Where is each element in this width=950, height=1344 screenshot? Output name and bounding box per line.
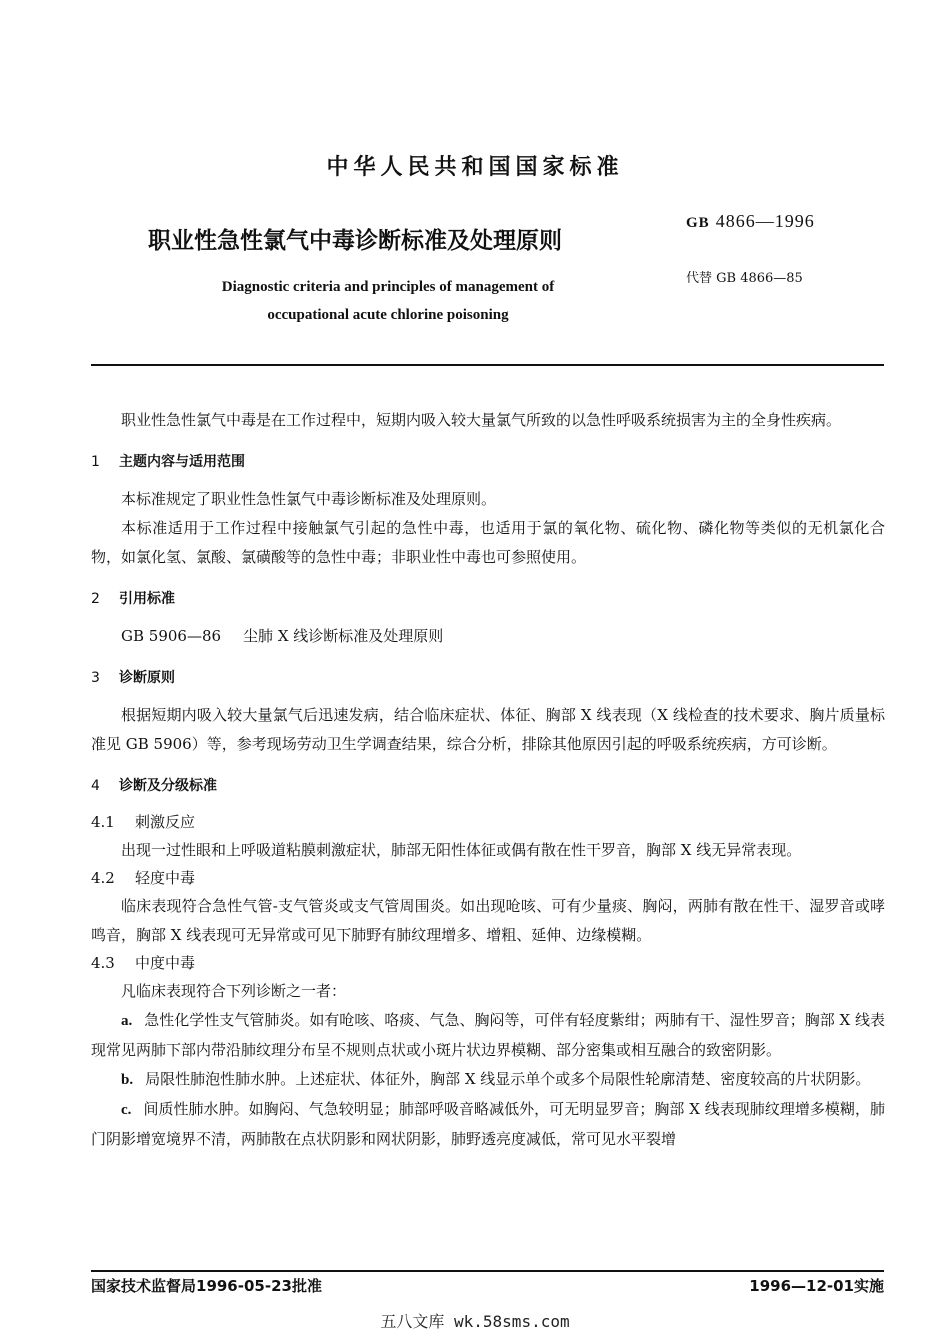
standard-code [686, 211, 815, 232]
list-item-text: 急性化学性支气管肺炎。如有呛咳、咯痰、气急、胸闷等，可伴有轻度紫绀；两肺有干、湿性罗音；胸部 X 线表现常见两肺下部内带沿肺纹理分布呈不规则点状或小斑片状边界模糊、部分密集或相互融合的致密阴影。 [91, 1011, 885, 1059]
effective-date-note: 1996—12-01实施 [749, 1277, 884, 1295]
reference-code: GB 5906—86 [121, 627, 222, 645]
list-item-label: a. [121, 1013, 133, 1029]
english-title-line-1: Diagnostic criteria and principles of management of [221, 279, 555, 295]
intro-paragraph: 职业性急性氯气中毒是在工作过程中，短期内吸入较大量氯气所致的以急性呼吸系统损害为主的全身性疾病。 [121, 411, 842, 429]
document-body [91, 406, 885, 1154]
section-3-heading: 3 诊断原则 [91, 670, 175, 686]
list-item-label: b. [121, 1072, 134, 1088]
list-item [91, 1006, 885, 1065]
chinese-title: 职业性急性氯气中毒诊断标准及处理原则 [148, 228, 562, 254]
section-3-paragraph: 根据短期内吸入较大量氯气后迅速发病，结合临床症状、体征、胸部 X 线表现（X 线检查的技术要求、胸片质量标准见 GB 5906）等，参考现场劳动卫生学调查结果，综合分析，排除其他原因引起的呼吸系统疾病，方可诊断。 [91, 706, 885, 753]
header-divider [91, 364, 884, 366]
approval-note: 国家技术监督局1996-05-23批准 [91, 1277, 322, 1295]
reference-item [91, 622, 885, 651]
standard-code-number: 4866—1996 [715, 211, 815, 231]
list-item [91, 1095, 885, 1154]
english-title [150, 273, 626, 329]
list-item-text: 局限性肺泡性肺水肿。上述症状、体征外，胸部 X 线显示单个或多个局限性轮廓清楚、密度较高的片状阴影。 [145, 1070, 871, 1088]
section-1-heading: 1 主题内容与适用范围 [91, 454, 245, 470]
site-watermark: 五八文库 wk.58sms.com [380, 1312, 570, 1331]
list-item-text: 间质性肺水肿。如胸闷、气急较明显；肺部呼吸音略减低外，可无明显罗音；胸部 X 线表现肺纹理增多模糊，肺门阴影增宽境界不清，两肺散在点状阴影和网状阴影，肺野透亮度减低，常可见水平裂增 [91, 1100, 885, 1148]
subsection-4-3-heading: 4.3 中度中毒 [91, 954, 196, 972]
standard-code-prefix: GB [686, 215, 710, 231]
subsection-4-1-text: 出现一过性眼和上呼吸道粘膜刺激症状，肺部无阳性体征或偶有散在性干罗音，胸部 X 线无异常表现。 [121, 841, 802, 859]
reference-title: 尘肺 X 线诊断标准及处理原则 [243, 627, 444, 645]
section-2-heading: 2 引用标准 [91, 591, 175, 607]
section-1-paragraph-2: 本标准适用于工作过程中接触氯气引起的急性中毒，也适用于氯的氧化物、硫化物、磷化物等类似的无机氯化合物，如氯化氢、氯酸、氯磺酸等的急性中毒；非职业性中毒也可参照使用。 [91, 519, 885, 566]
subsection-4-2-heading: 4.2 轻度中毒 [91, 869, 196, 887]
section-1-paragraph-1: 本标准规定了职业性急性氯气中毒诊断标准及处理原则。 [121, 490, 497, 508]
subsection-4-1-heading: 4.1 刺激反应 [91, 813, 196, 831]
section-4-heading: 4 诊断及分级标准 [91, 778, 217, 794]
replaces-note: 代替 GB 4866—85 [686, 271, 803, 286]
english-title-line-2: occupational acute chlorine poisoning [267, 307, 509, 323]
list-item-label: c. [121, 1102, 132, 1118]
footer-divider [91, 1270, 884, 1272]
subsection-4-2-text: 临床表现符合急性气管-支气管炎或支气管周围炎。如出现呛咳、可有少量痰、胸闷，两肺有散在性干、湿罗音或哮鸣音，胸部 X 线表现可无异常或可见下肺野有肺纹理增多、增粗、延伸、边缘模糊。 [91, 897, 885, 944]
list-item [91, 1065, 885, 1095]
national-standard-heading: 中华人民共和国国家标准 [326, 155, 624, 180]
subsection-4-3-lead: 凡临床表现符合下列诊断之一者： [121, 982, 347, 1000]
